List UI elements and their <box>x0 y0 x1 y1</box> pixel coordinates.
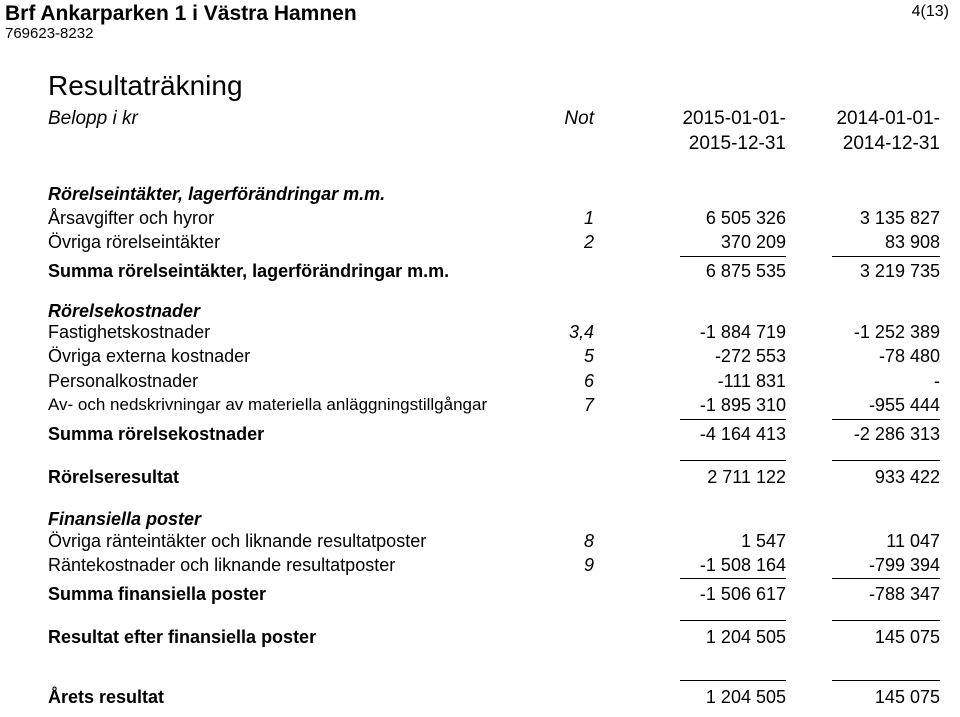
table-row <box>0 322 960 344</box>
value-2014: -955 444 <box>868 395 940 415</box>
sum-row <box>0 584 960 606</box>
sum-rule <box>680 680 786 681</box>
row-note: 9 <box>583 555 594 575</box>
result-row <box>0 467 960 489</box>
value-2015: -1 508 164 <box>699 555 786 575</box>
sum-rule <box>832 256 940 257</box>
value-2015: -1 884 719 <box>699 322 786 342</box>
column-header-2015-end: 2015-12-31 <box>688 133 786 154</box>
sum-row <box>0 424 960 446</box>
row-note: 2 <box>583 232 594 252</box>
value-2014: -788 347 <box>868 584 940 604</box>
sum-rule <box>680 419 786 420</box>
sum-rule <box>832 460 940 461</box>
row-label: Summa rörelseintäkter, lagerförändringar m.m. <box>48 261 450 281</box>
page-title: Resultaträkning <box>48 70 243 101</box>
value-2014: 3 219 735 <box>859 261 940 281</box>
value-2014: 145 075 <box>874 627 940 647</box>
column-header-2014-end: 2014-12-31 <box>842 133 940 154</box>
page-number: 4(13) <box>911 3 949 20</box>
row-label: Rörelseintäkter, lagerförändringar m.m. <box>48 184 386 204</box>
table-row <box>0 208 960 230</box>
table-row <box>0 371 960 393</box>
column-header-label: Belopp i kr <box>48 108 138 129</box>
sum-rule <box>680 460 786 461</box>
result-row <box>0 687 960 709</box>
value-2014: -78 480 <box>878 346 940 366</box>
row-note: 1 <box>583 208 594 228</box>
sum-rule <box>680 256 786 257</box>
value-2015: -272 553 <box>714 346 786 366</box>
table-row <box>0 232 960 254</box>
column-header-2015-start: 2015-01-01- <box>682 108 786 129</box>
row-label: Av- och nedskrivningar av materiella anläggningstillgångar <box>48 395 488 414</box>
row-label: Fastighetskostnader <box>48 322 211 342</box>
row-label: Rörelseresultat <box>48 467 180 487</box>
row-label: Övriga rörelseintäkter <box>48 232 221 252</box>
value-2014: -2 286 313 <box>853 424 940 444</box>
value-2015: 6 505 326 <box>705 208 786 228</box>
value-2015: -111 831 <box>717 371 786 391</box>
value-2014: 11 047 <box>886 531 940 551</box>
value-2015: 370 209 <box>720 232 786 252</box>
row-label: Årets resultat <box>48 687 165 707</box>
sum-rule <box>680 578 786 579</box>
table-row <box>0 531 960 553</box>
sum-row <box>0 261 960 283</box>
sum-rule <box>832 680 940 681</box>
row-label: Summa finansiella poster <box>48 584 267 604</box>
row-label: Räntekostnader och liknande resultatposter <box>48 555 396 575</box>
value-2014: -799 394 <box>868 555 940 575</box>
value-2015: -1 895 310 <box>699 395 786 415</box>
value-2014: 933 422 <box>874 467 940 487</box>
section-heading <box>0 301 960 323</box>
value-2015: 1 547 <box>740 531 786 551</box>
table-row <box>0 555 960 577</box>
value-2014: -1 252 389 <box>853 322 940 342</box>
value-2015: 2 711 122 <box>707 467 786 487</box>
table-row <box>0 395 960 417</box>
section-heading <box>0 509 960 531</box>
row-label: Rörelsekostnader <box>48 301 201 321</box>
value-2014: 83 908 <box>884 232 940 252</box>
row-label: Årsavgifter och hyror <box>48 208 215 228</box>
row-label: Summa rörelsekostnader <box>48 424 265 444</box>
row-label: Personalkostnader <box>48 371 199 391</box>
value-2015: 1 204 505 <box>705 627 786 647</box>
row-note: 7 <box>583 395 594 415</box>
sum-rule <box>832 419 940 420</box>
row-note: 5 <box>583 346 594 366</box>
sum-rule <box>680 620 786 621</box>
row-note: 6 <box>583 371 594 391</box>
org-number: 769623-8232 <box>5 25 94 42</box>
section-heading <box>0 184 960 206</box>
sum-rule <box>832 578 940 579</box>
result-row <box>0 627 960 649</box>
column-header-not: Not <box>564 108 594 129</box>
org-name: Brf Ankarparken 1 i Västra Hamnen <box>5 2 357 25</box>
row-label: Övriga ränteintäkter och liknande resultatposter <box>48 531 427 551</box>
sum-rule <box>832 620 940 621</box>
row-label: Resultat efter finansiella poster <box>48 627 317 647</box>
value-2015: -4 164 413 <box>699 424 786 444</box>
row-note: 8 <box>583 531 594 551</box>
value-2014: - <box>934 371 940 391</box>
row-label: Övriga externa kostnader <box>48 346 251 366</box>
row-note: 3,4 <box>568 322 594 342</box>
row-label: Finansiella poster <box>48 509 202 529</box>
value-2015: 1 204 505 <box>705 687 786 707</box>
table-row <box>0 346 960 368</box>
value-2014: 145 075 <box>874 687 940 707</box>
value-2015: 6 875 535 <box>705 261 786 281</box>
value-2015: -1 506 617 <box>699 584 786 604</box>
column-header-2014-start: 2014-01-01- <box>836 108 940 129</box>
value-2014: 3 135 827 <box>859 208 940 228</box>
